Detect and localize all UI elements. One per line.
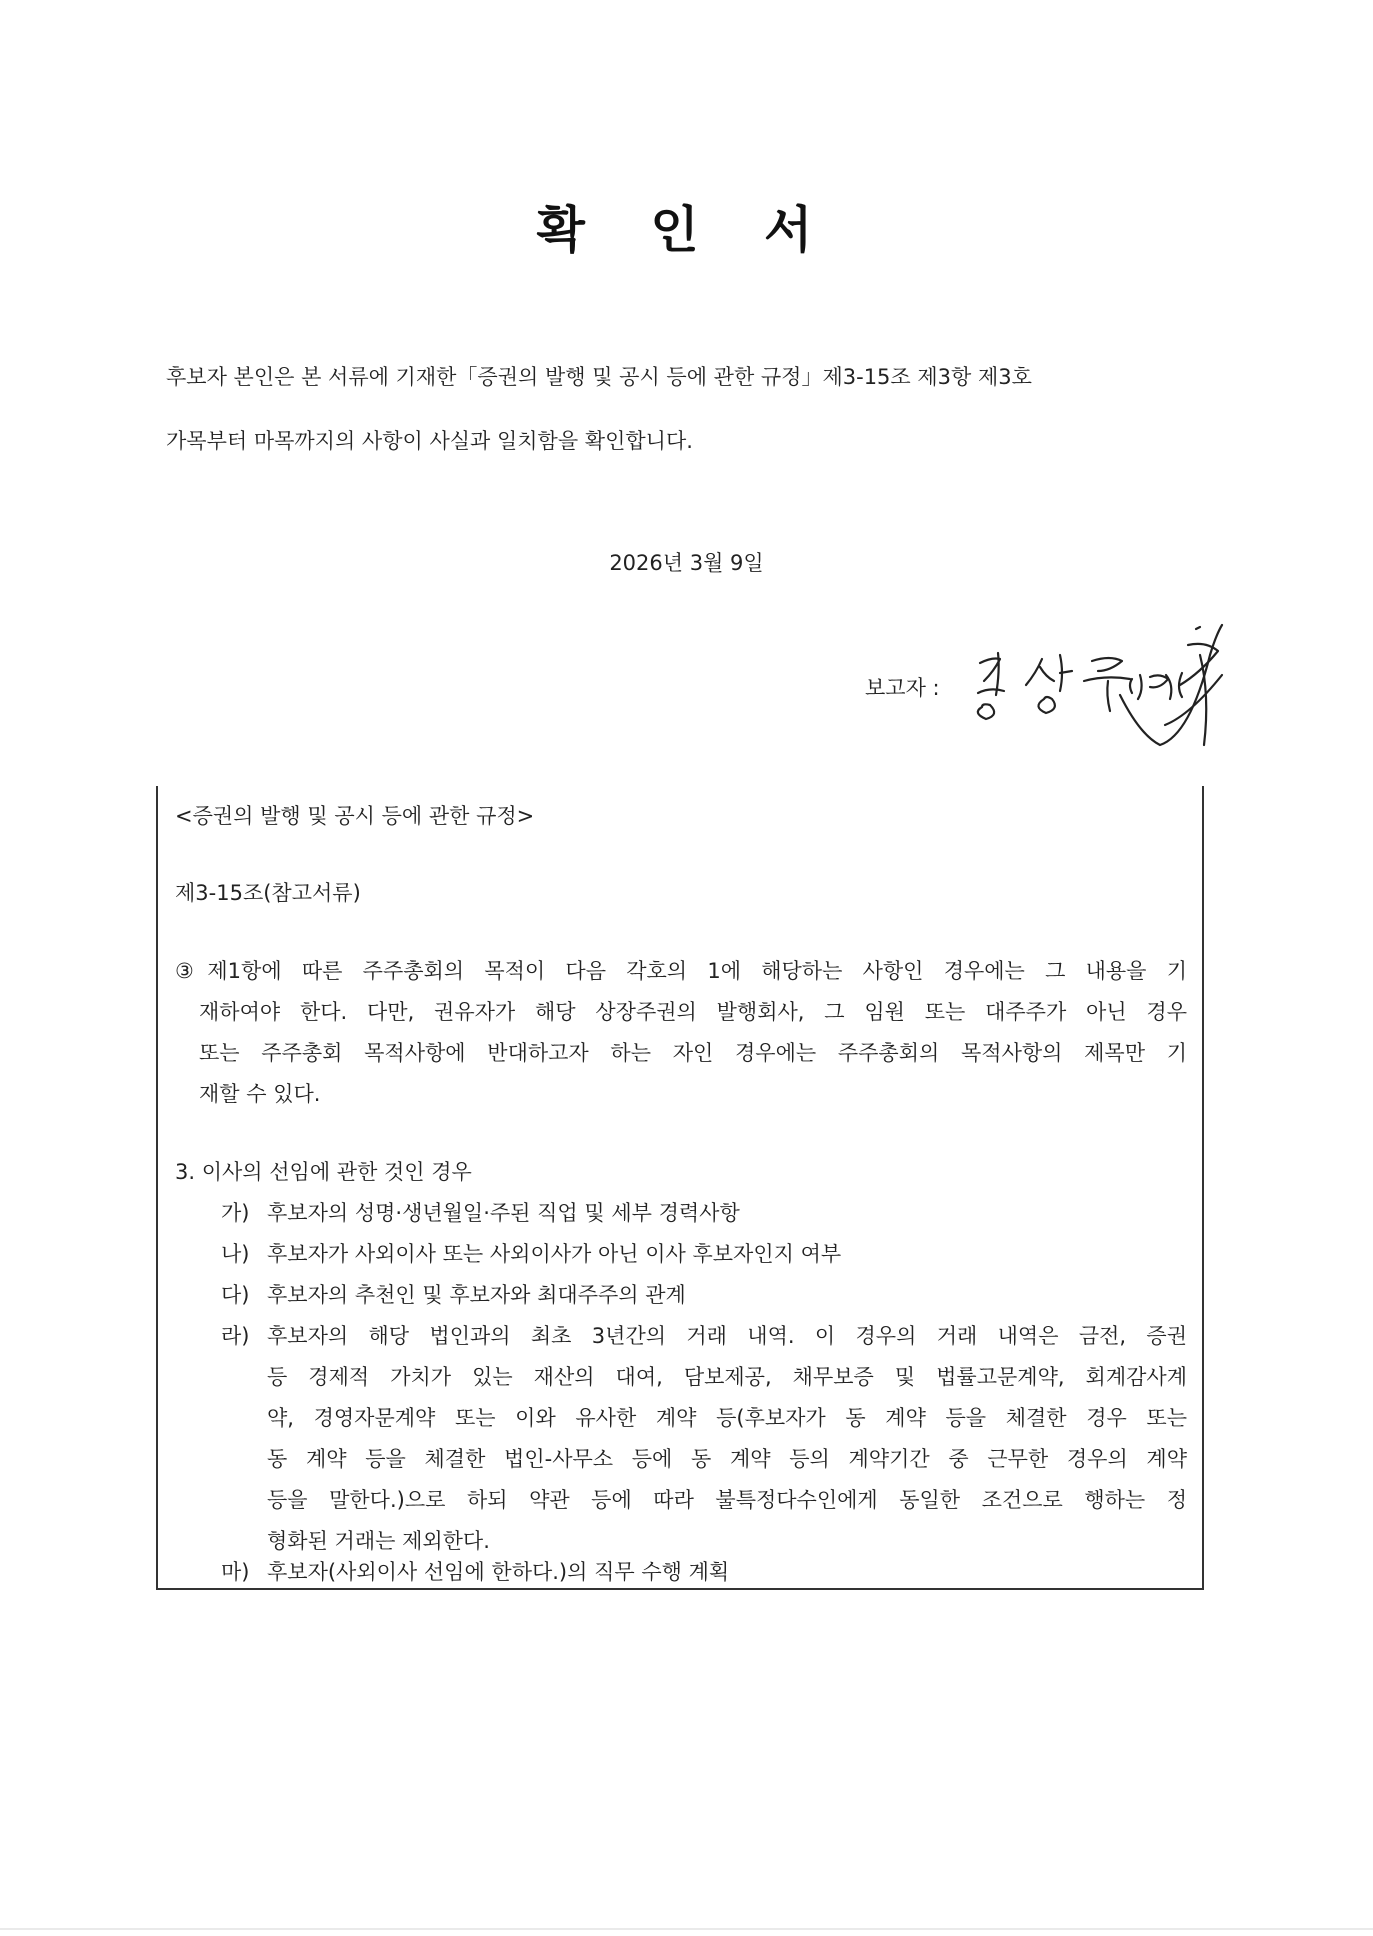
reporter-label: 보고자 :: [865, 676, 940, 700]
sub-item-marker: 라): [221, 1324, 250, 1348]
handwritten-signature: [960, 615, 1260, 765]
regulation-box: [156, 786, 1204, 1590]
paragraph-line: 재하여야 한다. 다만, 권유자가 해당 상장주권의 발행회사, 그 임원 또는 대주주가 아닌 경우: [199, 1000, 1187, 1024]
intro-line-1: 후보자 본인은 본 서류에 기재한「증권의 발행 및 공시 등에 관한 규정」제3-15조 제3항 제3호: [166, 365, 1032, 389]
sub-item-marker: 나): [221, 1242, 250, 1266]
document-date: 2026년 3월 9일: [609, 551, 764, 575]
paragraph-line: 재할 수 있다.: [199, 1082, 321, 1106]
intro-line-2: 가목부터 마목까지의 사항이 사실과 일치함을 확인합니다.: [166, 429, 693, 453]
item-3-heading: 3. 이사의 선임에 관한 것인 경우: [175, 1160, 472, 1184]
sub-item-text: 등 경제적 가치가 있는 재산의 대여, 담보제공, 채무보증 및 법률고문계약, 회계감사계: [267, 1365, 1187, 1389]
scan-edge: [0, 1928, 1373, 1930]
sub-item-text: 약, 경영자문계약 또는 이와 유사한 계약 등(후보자가 동 계약 등을 체결한 경우 또는: [267, 1406, 1187, 1430]
regulation-heading: <증권의 발행 및 공시 등에 관한 규정>: [175, 804, 535, 828]
sub-item-text: 후보자가 사외이사 또는 사외이사가 아닌 이사 후보자인지 여부: [267, 1242, 842, 1266]
regulation-article: 제3-15조(참고서류): [175, 881, 361, 905]
sub-item-text: 등을 말한다.)으로 하되 약관 등에 따라 불특정다수인에게 동일한 조건으로 행하는 정: [267, 1488, 1187, 1512]
paragraph-line: 또는 주주총회 목적사항에 반대하고자 하는 자인 경우에는 주주총회의 목적사항의 제목만 기: [199, 1041, 1187, 1065]
sub-item-marker: 가): [221, 1201, 250, 1225]
sub-item-marker: 마): [221, 1560, 250, 1584]
sub-item-text: 동 계약 등을 체결한 법인-사무소 등에 동 계약 등의 계약기간 중 근무한 경우의 계약: [267, 1447, 1187, 1471]
sub-item-text: 후보자의 추천인 및 후보자와 최대주주의 관계: [267, 1283, 686, 1307]
paragraph-line: ③제1항에 따른 주주총회의 목적이 다음 각호의 1에 해당하는 사항인 경우에는 그 내용을 기: [175, 959, 1187, 983]
sub-item-marker: 다): [221, 1283, 250, 1307]
sub-item-text: 형화된 거래는 제외한다.: [267, 1529, 490, 1553]
sub-item-text: 후보자(사외이사 선임에 한하다.)의 직무 수행 계획: [267, 1560, 730, 1584]
sub-item-text: 후보자의 해당 법인과의 최초 3년간의 거래 내역. 이 경우의 거래 내역은 금전, 증권: [267, 1324, 1187, 1348]
document-title: 확 인 서: [536, 201, 837, 259]
sub-item-text: 후보자의 성명·생년월일·주된 직업 및 세부 경력사항: [267, 1201, 740, 1225]
